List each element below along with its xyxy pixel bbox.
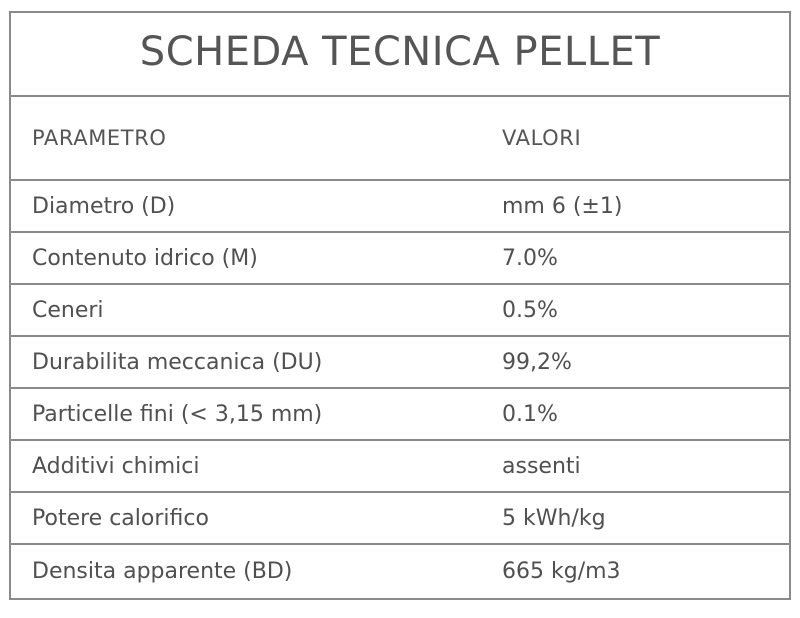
parameter-cell: Contenuto idrico (M) <box>32 245 258 271</box>
sheet-title: SCHEDA TECNICA PELLET <box>11 13 789 97</box>
parameter-cell: Diametro (D) <box>32 193 176 219</box>
parameter-cell: Ceneri <box>32 297 104 323</box>
value-cell: mm 6 (±1) <box>502 193 623 219</box>
spec-sheet-table <box>9 11 791 600</box>
table-row <box>11 545 789 598</box>
parameter-cell: Additivi chimici <box>32 453 200 479</box>
table-row <box>11 441 789 493</box>
value-cell: 5 kWh/kg <box>502 505 606 531</box>
table-row <box>11 389 789 441</box>
table-row <box>11 233 789 285</box>
table-row <box>11 337 789 389</box>
parameter-cell: Particelle fini (< 3,15 mm) <box>32 401 323 427</box>
column-header-parameter: PARAMETRO <box>32 126 167 150</box>
table-header-row <box>11 97 789 181</box>
value-cell: 0.5% <box>502 297 558 323</box>
column-header-value: VALORI <box>502 126 582 150</box>
table-row <box>11 493 789 545</box>
table-row <box>11 285 789 337</box>
value-cell: 0.1% <box>502 401 558 427</box>
parameter-cell: Potere calorifico <box>32 505 209 531</box>
value-cell: assenti <box>502 453 581 479</box>
parameter-cell: Durabilita meccanica (DU) <box>32 349 323 375</box>
value-cell: 99,2% <box>502 349 572 375</box>
value-cell: 665 kg/m3 <box>502 559 621 584</box>
parameter-cell: Densita apparente (BD) <box>32 559 293 584</box>
value-cell: 7.0% <box>502 245 558 271</box>
table-row <box>11 181 789 233</box>
